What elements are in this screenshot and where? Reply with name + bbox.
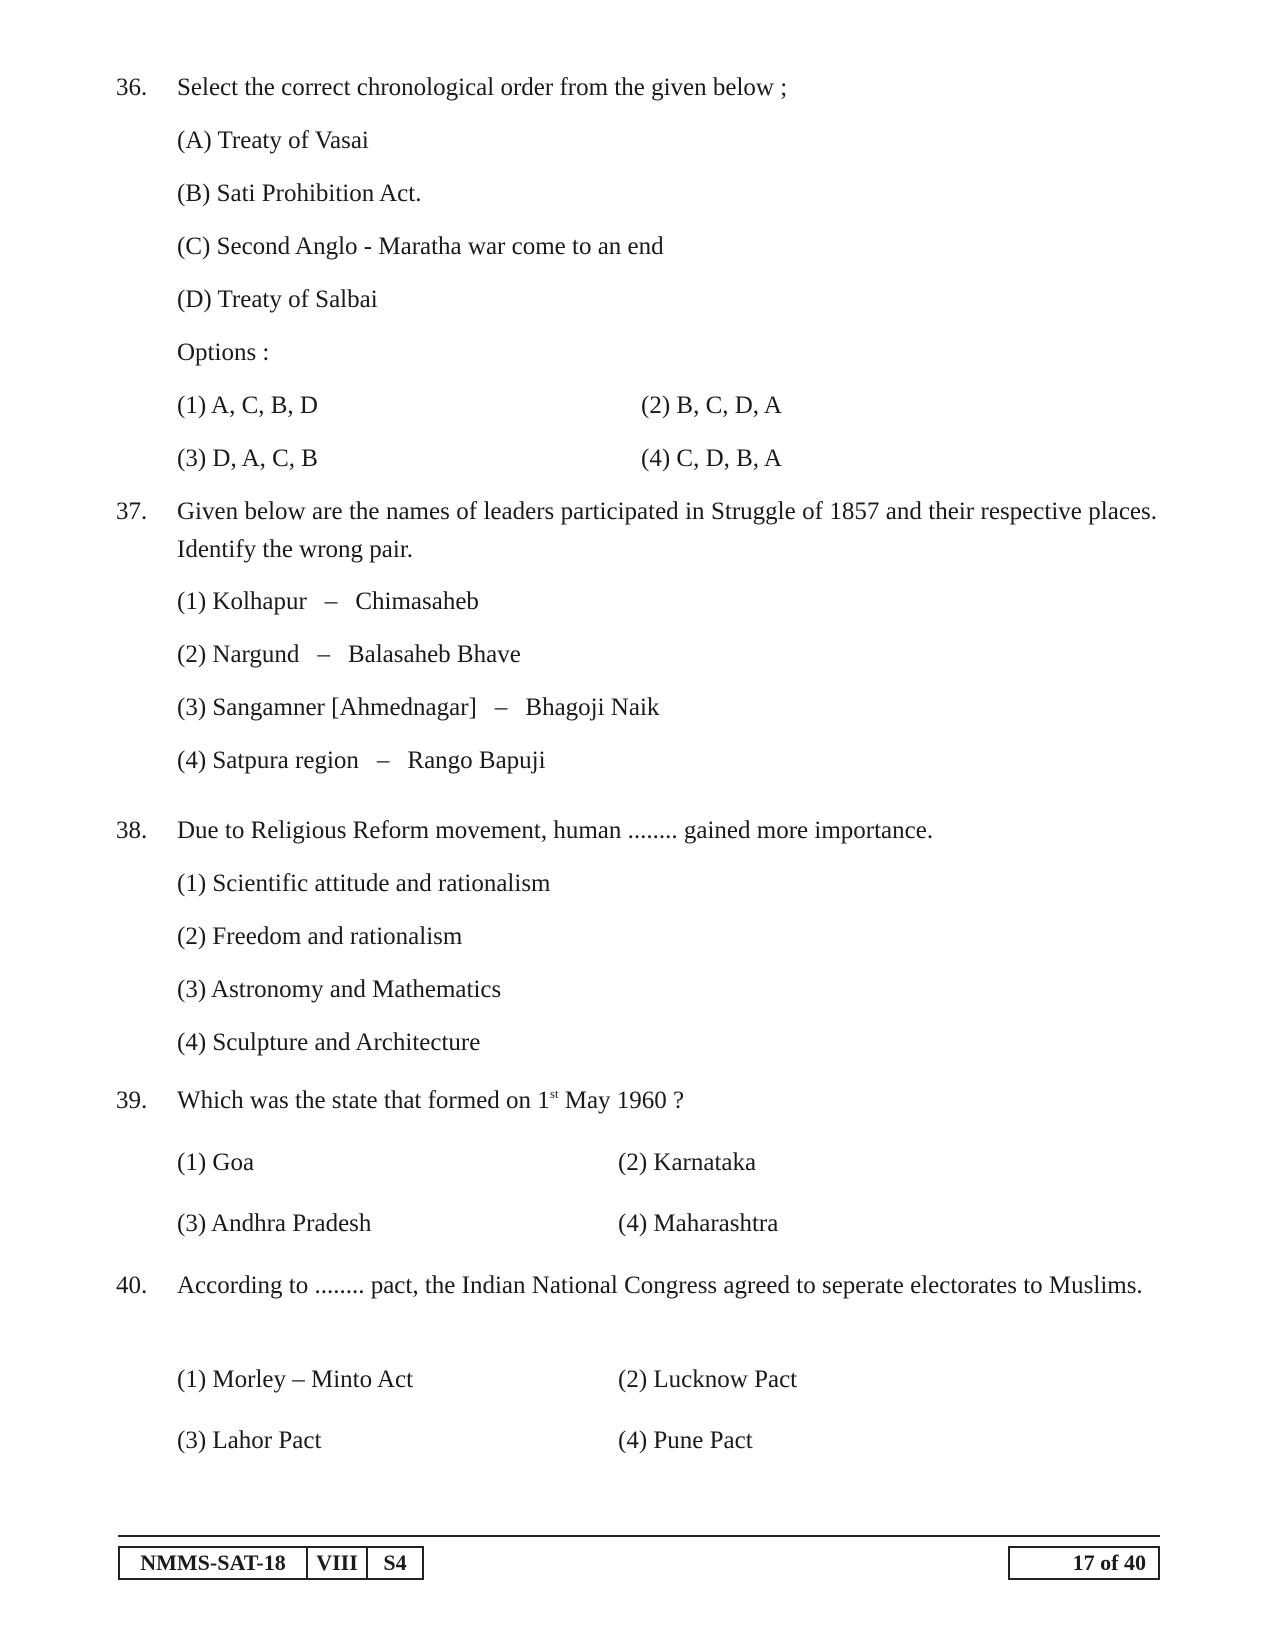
pair-leader: Chimasaheb [355,588,479,615]
pair-separator: – [317,641,330,668]
answer-option: (2) B, C, D, A [641,392,782,419]
question-text [177,1085,684,1117]
question-text: Select the correct chronological order from the given below ; [177,74,788,101]
answer-option: (3) Lahor Pact [177,1427,322,1454]
pair-separator: – [494,694,508,721]
statement: (D) Treaty of Salbai [177,286,378,313]
footer-paper-code: NMMS-SAT-18 [118,1546,308,1580]
question-number: 39. [116,1087,148,1114]
question-number: 36. [116,74,148,101]
statement: (B) Sati Prohibition Act. [177,180,422,207]
answer-option: (4) Pune Pact [618,1427,753,1454]
pair-leader: Rango Bapuji [407,747,546,774]
pair-option [177,745,546,777]
answer-option: (2) Lucknow Pact [618,1366,798,1393]
pair-place: (4) Satpura region [177,747,359,774]
answer-option: (3) Andhra Pradesh [177,1210,372,1237]
answer-option: (1) Scientific attitude and rationalism [177,870,551,897]
question-text-end: May 1960 ? [558,1087,685,1114]
pair-leader: Bhagoji Naik [525,694,660,721]
answer-option: (1) A, C, B, D [177,392,318,419]
footer-class: VIII [306,1546,368,1580]
answer-option: (1) Morley – Minto Act [177,1366,414,1393]
question-text: Due to Religious Reform movement, human ........ gained more importance. [177,817,934,844]
answer-option: (2) Karnataka [618,1149,757,1176]
answer-option: (2) Freedom and rationalism [177,923,463,950]
pair-leader: Balasaheb Bhave [347,641,521,668]
question-text: Given below are the names of leaders participated in Struggle of 1857 and their respective places. Identify the wrong pair. [177,498,1157,563]
answer-option: (4) Maharashtra [618,1210,779,1237]
pair-separator: – [376,747,390,774]
pair-place: (1) Kolhapur [177,588,307,615]
answer-option: (4) C, D, B, A [641,445,782,472]
question-number: 40. [116,1272,148,1299]
options-label: Options : [177,339,270,366]
footer-page-number: 17 of 40 [1008,1546,1160,1580]
pair-option [177,639,521,671]
pair-place: (3) Sangamner [Ahmednagar] [177,694,477,721]
answer-option: (3) Astronomy and Mathematics [177,976,502,1003]
footer-set: S4 [366,1546,424,1580]
footer-rule [118,1535,1160,1537]
answer-option: (1) Goa [177,1149,255,1176]
question-text: According to ........ pact, the Indian National Congress agreed to seperate electorates to Muslims. [177,1272,1143,1299]
pair-option [177,692,659,724]
question-number: 38. [116,817,148,844]
pair-separator: – [324,588,338,615]
ordinal-suffix: st [549,1086,559,1101]
answer-option: (4) Sculpture and Architecture [177,1029,481,1056]
statement: (C) Second Anglo - Maratha war come to an end [177,233,664,260]
pair-option [177,586,479,618]
question-number: 37. [116,498,148,525]
pair-place: (2) Nargund [177,641,300,668]
question-text-start: Which was the state that formed on 1 [177,1087,550,1114]
statement: (A) Treaty of Vasai [177,127,369,154]
answer-option: (3) D, A, C, B [177,445,318,472]
